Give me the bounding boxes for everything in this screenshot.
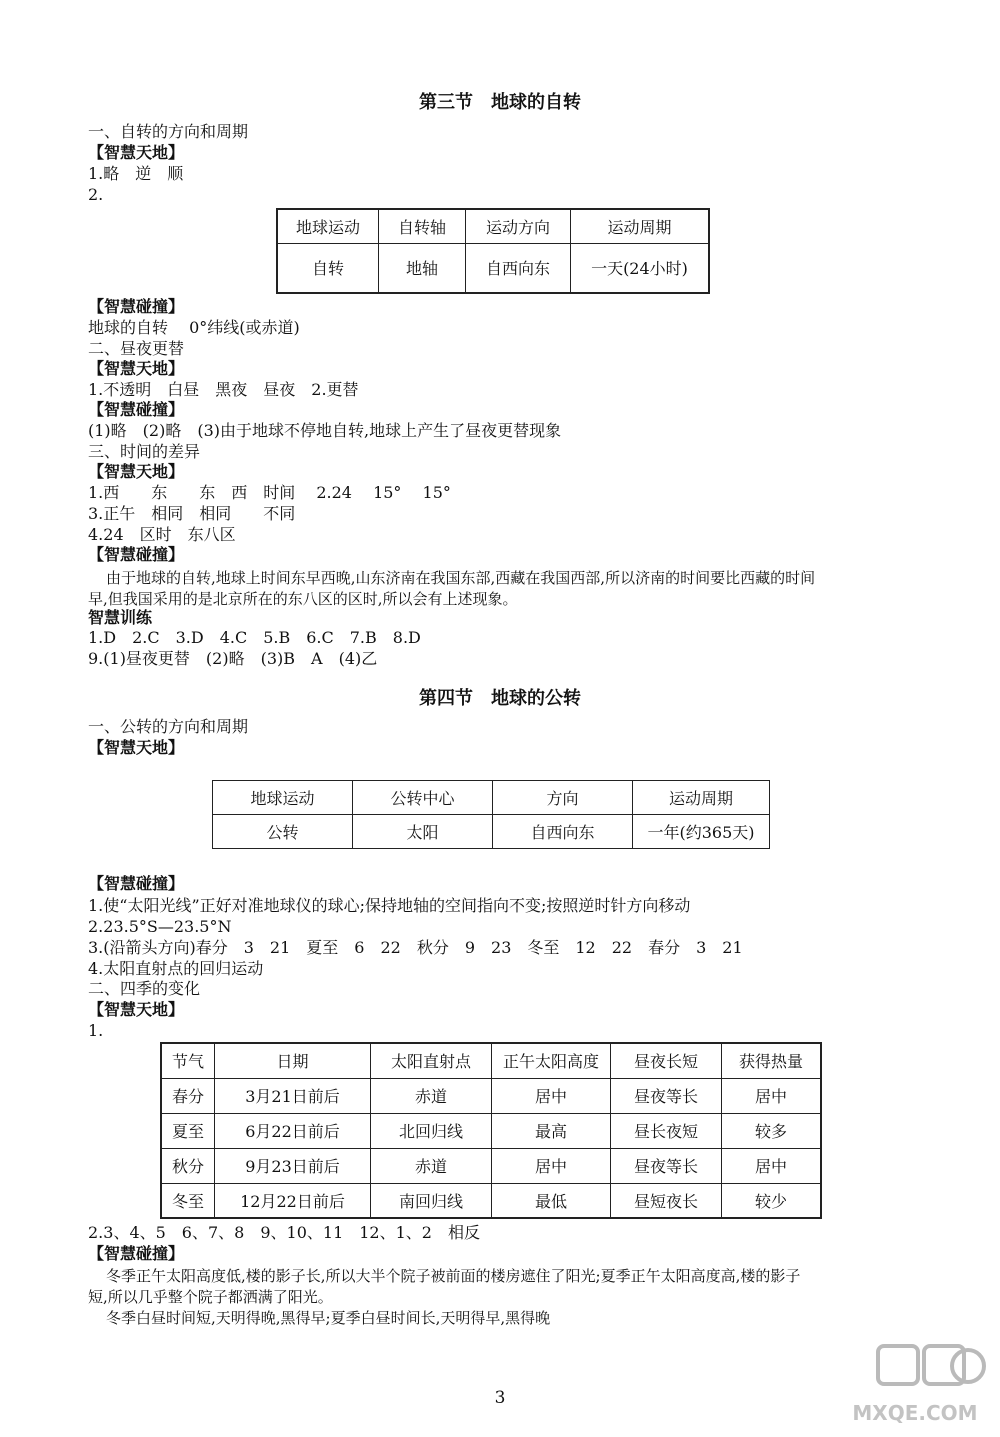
answer-line: 2. (88, 185, 104, 204)
bracket-heading: 【智慧天地】 (88, 1000, 185, 1019)
table-header: 自转轴 (379, 209, 466, 243)
bracket-heading: 【智慧天地】 (88, 143, 185, 162)
table-row (161, 1148, 821, 1183)
table-header: 节气 (161, 1043, 215, 1078)
answer-line: 4.太阳直射点的回归运动 (88, 959, 264, 978)
answer-line: 1.不透明 白昼 黑夜 昼夜 2.更替 (88, 380, 359, 399)
watermark-text: MXQE.COM (852, 1401, 978, 1425)
table-cell: 昼夜等长 (611, 1148, 722, 1183)
paragraph-line: 由于地球的自转,地球上时间东早西晚,山东济南在我国东部,西藏在我国西部,所以济南的时间要比西藏的时间 (106, 569, 816, 587)
table-header: 获得热量 (722, 1043, 822, 1078)
table-cell: 太阳 (353, 815, 493, 849)
bracket-heading: 【智慧碰撞】 (88, 545, 185, 564)
bracket-heading: 【智慧碰撞】 (88, 400, 185, 419)
table-cell: 居中 (492, 1148, 611, 1183)
revolution-table (212, 780, 770, 849)
paragraph-line: 冬季白昼时间短,天明得晚,黑得早;夏季白昼时间长,天明得早,黑得晚 (106, 1309, 551, 1327)
rotation-table (276, 208, 710, 294)
subheading: 二、昼夜更替 (88, 339, 185, 358)
table-cell: 昼短夜长 (611, 1183, 722, 1218)
table-header: 地球运动 (277, 209, 379, 243)
answer-line: 4.24 区时 东八区 (88, 525, 236, 544)
table-cell: 居中 (492, 1078, 611, 1113)
answer-line: 1.略 逆 顺 (88, 164, 184, 183)
answer-line: 1.D 2.C 3.D 4.C 5.B 6.C 7.B 8.D (88, 628, 421, 647)
subheading: 一、自转的方向和周期 (88, 122, 249, 141)
table-header: 太阳直射点 (371, 1043, 492, 1078)
table-cell: 较多 (722, 1113, 822, 1148)
answer-line: 9.(1)昼夜更替 (2)略 (3)B A (4)乙 (88, 649, 378, 668)
subheading: 三、时间的差异 (88, 442, 201, 461)
table-row (161, 1183, 821, 1218)
table-cell: 秋分 (161, 1148, 215, 1183)
subheading: 二、四季的变化 (88, 979, 201, 998)
table-header: 日期 (215, 1043, 371, 1078)
table-cell: 昼长夜短 (611, 1113, 722, 1148)
section-title: 第三节 地球的自转 (419, 92, 581, 113)
table-cell: 居中 (722, 1148, 822, 1183)
table-cell: 6月22日前后 (215, 1113, 371, 1148)
table-cell: 夏至 (161, 1113, 215, 1148)
table-header: 运动周期 (571, 209, 710, 243)
table-cell: 3月21日前后 (215, 1078, 371, 1113)
table-header: 地球运动 (213, 781, 353, 815)
answer-line: 2.3、4、5 6、7、8 9、10、11 12、1、2 相反 (88, 1223, 480, 1242)
table-cell: 最高 (492, 1113, 611, 1148)
table-row (161, 1078, 821, 1113)
table-header: 运动周期 (633, 781, 770, 815)
table-cell: 南回归线 (371, 1183, 492, 1218)
answer-line: 1.西 东 东 西 时间 2.24 15° 15° (88, 483, 451, 502)
table-header: 运动方向 (466, 209, 571, 243)
table-cell: 赤道 (371, 1148, 492, 1183)
table-cell: 春分 (161, 1078, 215, 1113)
table-header: 正午太阳高度 (492, 1043, 611, 1078)
table-cell: 12月22日前后 (215, 1183, 371, 1218)
table-header: 方向 (493, 781, 633, 815)
table-cell: 较少 (722, 1183, 822, 1218)
table-cell: 一天(24小时) (571, 243, 710, 293)
table-header: 昼夜长短 (611, 1043, 722, 1078)
paragraph-line: 冬季正午太阳高度低,楼的影子长,所以大半个院子被前面的楼房遮住了阳光;夏季正午太阳高度高,楼的影子 (106, 1267, 801, 1285)
bracket-heading: 【智慧天地】 (88, 359, 185, 378)
bracket-heading: 【智慧天地】 (88, 462, 185, 481)
table-cell: 最低 (492, 1183, 611, 1218)
table-cell: 北回归线 (371, 1113, 492, 1148)
table-cell: 赤道 (371, 1078, 492, 1113)
section-title: 第四节 地球的公转 (419, 688, 581, 709)
seasons-table (160, 1042, 822, 1219)
subheading: 一、公转的方向和周期 (88, 717, 249, 736)
answer-line: (1)略 (2)略 (3)由于地球不停地自转,地球上产生了昼夜更替现象 (88, 421, 562, 440)
table-cell: 一年(约365天) (633, 815, 770, 849)
table-cell: 昼夜等长 (611, 1078, 722, 1113)
table-header: 公转中心 (353, 781, 493, 815)
paragraph-line: 短,所以几乎整个院子都洒满了阳光。 (88, 1288, 333, 1306)
table-row (161, 1113, 821, 1148)
bracket-heading: 【智慧碰撞】 (88, 297, 185, 316)
bracket-heading: 【智慧碰撞】 (88, 874, 185, 893)
table-cell: 自西向东 (493, 815, 633, 849)
table-cell: 自西向东 (466, 243, 571, 293)
answer-line: 3.正午 相同 相同 不同 (88, 504, 296, 523)
table-cell: 居中 (722, 1078, 822, 1113)
table-cell: 地轴 (379, 243, 466, 293)
answer-line: 3.(沿箭头方向)春分 3 21 夏至 6 22 秋分 9 23 冬至 12 22 春分 3 21 (88, 938, 743, 957)
answer-line: 2.23.5°S—23.5°N (88, 917, 232, 936)
page-number: 3 (494, 1388, 506, 1408)
table-cell: 公转 (213, 815, 353, 849)
answer-line: 1.使“太阳光线”正好对准地球仪的球心;保持地轴的空间指向不变;按照逆时针方向移动 (88, 896, 691, 915)
bracket-heading: 【智慧天地】 (88, 738, 185, 757)
answer-line: 1. (88, 1021, 104, 1040)
table-cell: 自转 (277, 243, 379, 293)
table-cell: 冬至 (161, 1183, 215, 1218)
training-heading: 智慧训练 (88, 608, 153, 627)
bracket-heading: 【智慧碰撞】 (88, 1244, 185, 1263)
table-cell: 9月23日前后 (215, 1148, 371, 1183)
watermark-logo (840, 1340, 990, 1430)
paragraph-line: 早,但我国采用的是北京所在的东八区的区时,所以会有上述现象。 (88, 590, 518, 608)
answer-line: 地球的自转 0°纬线(或赤道) (88, 318, 300, 337)
